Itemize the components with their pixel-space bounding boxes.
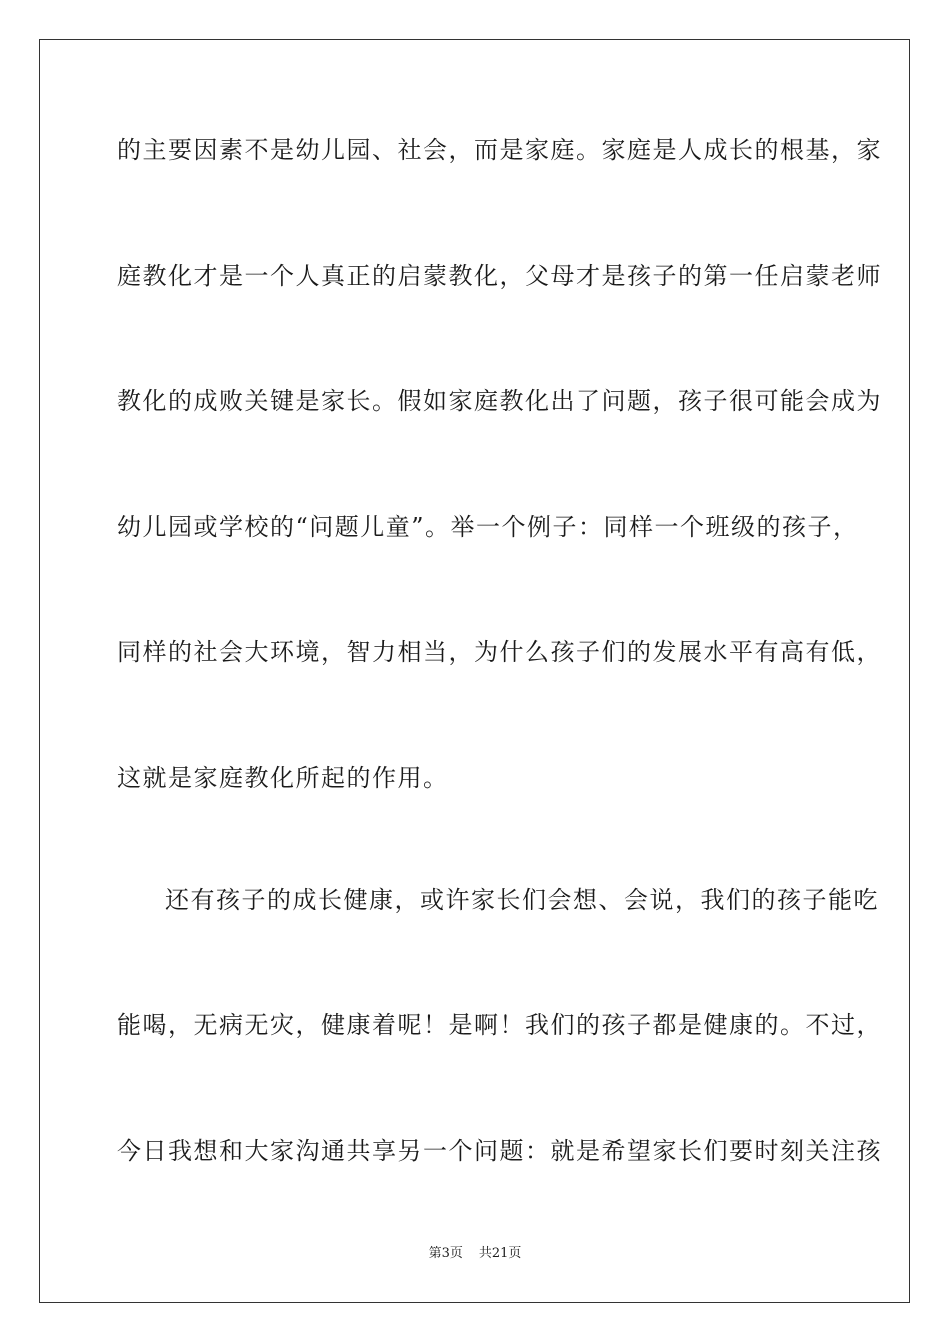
text-line: 教化的成败关键是家长。假如家庭教化出了问题，孩子很可能会成为	[117, 387, 882, 415]
text-line: 幼儿园或学校的“问题儿童”。举一个例子：同样一个班级的孩子，	[117, 513, 859, 541]
text-line: 这就是家庭教化所起的作用。	[117, 764, 449, 792]
text-line: 同样的社会大环境，智力相当，为什么孩子们的发展水平有高有低，	[117, 638, 882, 666]
text-line: 庭教化才是一个人真正的启蒙教化，父母才是孩子的第一任启蒙老师	[117, 262, 882, 290]
paragraph-first-line: 还有孩子的成长健康，或许家长们会想、会说，我们的孩子能吃	[165, 886, 879, 914]
page-number: 第3页	[428, 1246, 463, 1261]
text-line: 的主要因素不是幼儿园、社会，而是家庭。家庭是人成长的根基，家	[117, 136, 882, 164]
page-frame	[39, 39, 910, 1303]
text-line: 今日我想和大家沟通共享另一个问题：就是希望家长们要时刻关注孩	[117, 1137, 882, 1165]
page-total: 共21页	[478, 1246, 522, 1261]
text-line: 能喝，无病无灾，健康着呢！是啊！我们的孩子都是健康的。不过，	[117, 1011, 882, 1039]
page-footer	[0, 1246, 950, 1262]
